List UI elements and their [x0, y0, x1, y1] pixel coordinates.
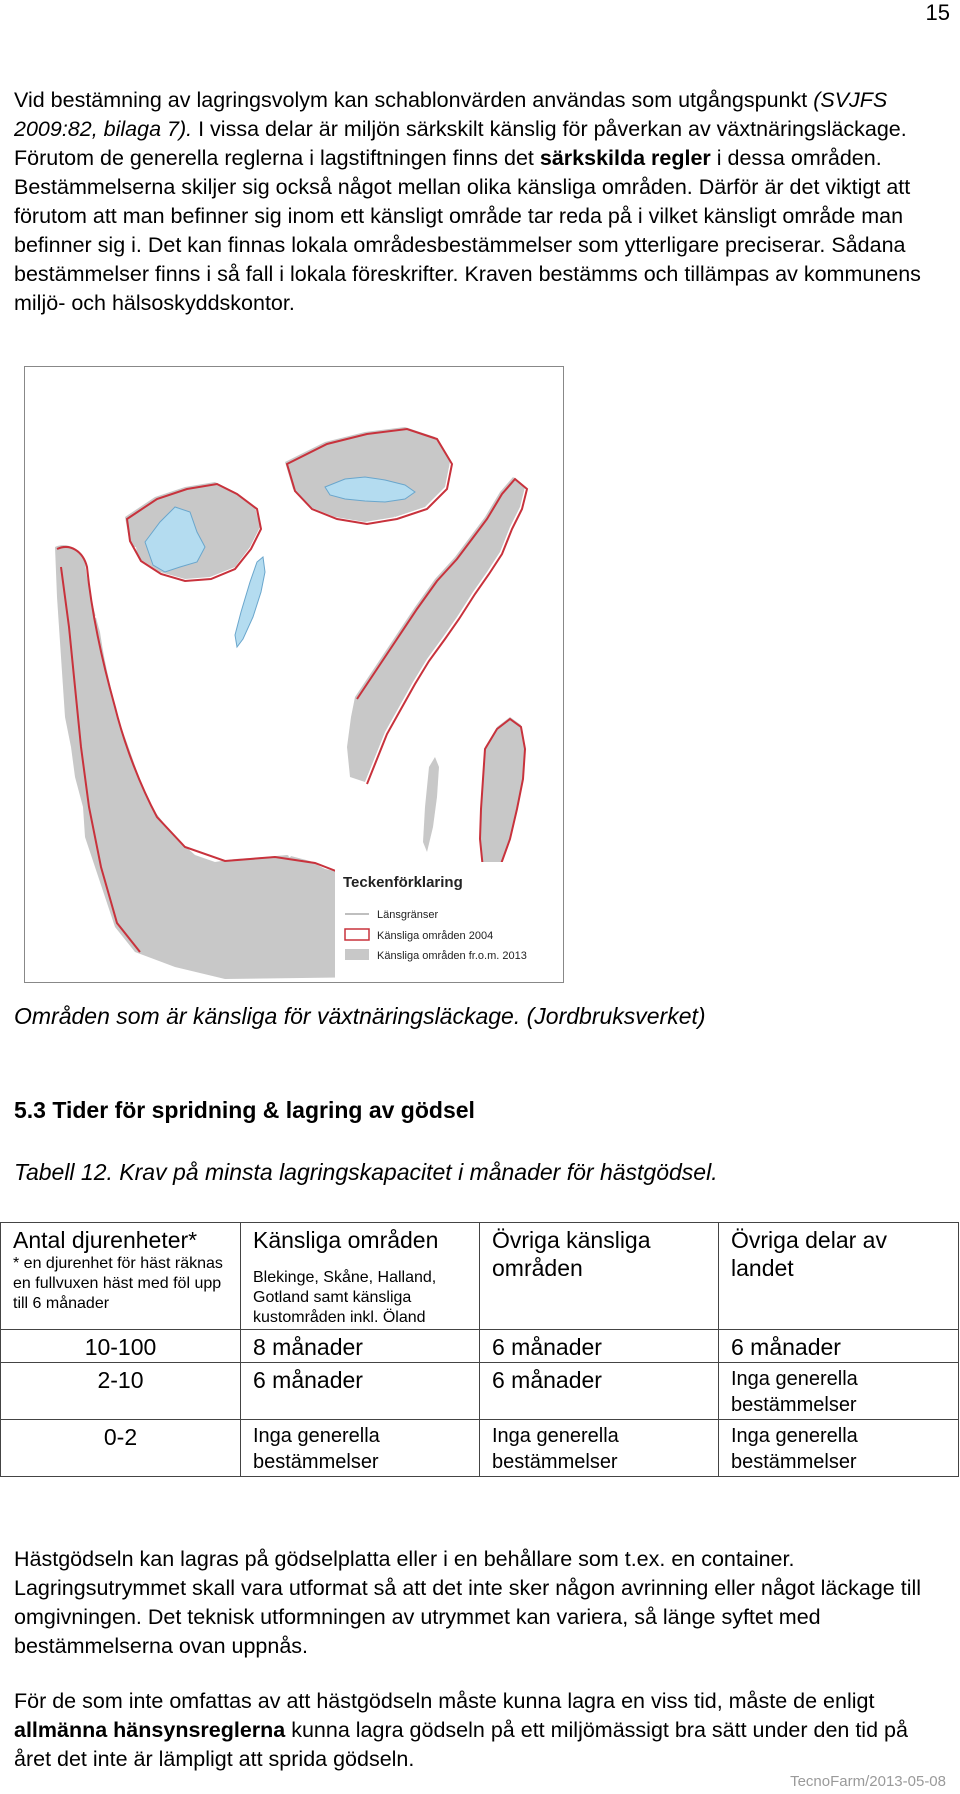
table-cell: Inga generella bestämmelser: [719, 1420, 959, 1477]
legend-item-sensitive-2004: Känsliga områden 2004: [377, 930, 494, 942]
header-animal-units: [1, 1223, 241, 1330]
legend-item-county-borders: Länsgränser: [377, 909, 439, 921]
page-number: 15: [925, 0, 950, 25]
gotland-island: [480, 717, 525, 877]
storage-paragraph: Hästgödseln kan lagras på gödselplatta eller i en behållare som t.ex. en container. Lagringsutrymmet skall vara utformat så att det inte sker någon avrinning eller något läckage till omgivningen. Det teknisk utformningen av utrymmet kan variera, så länge syftet med bestämmelserna ovan uppnås.: [14, 1547, 922, 1658]
header-sensitive-areas-note: Blekinge, Skåne, Halland, Gotland samt känsliga kustområden inkl. Öland: [253, 1269, 437, 1326]
general-rules-text-1: För de som inte omfattas av att hästgödseln måste kunna lagra en viss tid, måste de enligt: [14, 1689, 875, 1713]
oland-island: [423, 757, 439, 852]
storage-requirements-table: [0, 1222, 959, 1477]
header-sensitive-areas: [241, 1223, 480, 1330]
map-graphic: [25, 367, 563, 982]
table-cell: 2-10: [1, 1363, 241, 1420]
legend-title: Teckenförklaring: [343, 874, 463, 891]
table-cell: Inga generella bestämmelser: [719, 1363, 959, 1420]
table-cell: 6 månader: [719, 1330, 959, 1363]
header-animal-units-label: Antal djurenheter*: [13, 1227, 198, 1253]
footer-stamp: TecnoFarm/2013-05-08: [790, 1773, 946, 1790]
table-cell: 6 månader: [241, 1363, 480, 1420]
intro-reference: (SVJFS 2009:82, bilaga 7).: [14, 88, 888, 141]
general-rules-bold-term: allmänna hänsynsreglerna: [14, 1718, 286, 1742]
table-header-row: [1, 1223, 959, 1330]
table-cell: Inga generella bestämmelser: [241, 1420, 480, 1477]
general-rules-paragraph: [14, 1687, 946, 1774]
table-caption: Tabell 12. Krav på minsta lagringskapacitet i månader för hästgödsel.: [14, 1159, 718, 1185]
header-rest-of-country: Övriga delar av landet: [719, 1223, 959, 1330]
lake-vattern: [235, 557, 265, 647]
general-rules-text-2: kunna lagra gödseln på ett miljömässigt bra sätt under den tid på året det inte är lämpligt att sprida gödseln.: [14, 1718, 908, 1771]
table-cell: 6 månader: [480, 1363, 719, 1420]
legend-item-sensitive-2013: Känsliga områden fr.o.m. 2013: [377, 950, 527, 962]
table-row: [1, 1330, 959, 1363]
table-cell: Inga generella bestämmelser: [480, 1420, 719, 1477]
intro-text-1: Vid bestämning av lagringsvolym kan schablonvärden användas som utgångspunkt: [14, 88, 814, 112]
table-row: [1, 1363, 959, 1420]
section-heading: 5.3 Tider för spridning & lagring av gödsel: [14, 1097, 475, 1123]
header-sensitive-areas-label: Känsliga områden: [253, 1227, 439, 1253]
table-row: [1, 1420, 959, 1477]
intro-text-2: I vissa delar är miljön särkskilt känslig för påverkan av växtnäringsläckage. Förutom de generella reglerna i lagstiftningen finns det: [14, 117, 907, 170]
sensitive-areas-map: [24, 366, 564, 983]
table-cell: 10-100: [1, 1330, 241, 1363]
table-cell: 8 månader: [241, 1330, 480, 1363]
intro-bold-term: särkskilda regler: [539, 146, 711, 170]
map-legend: [335, 862, 560, 980]
header-animal-units-note: * en djurenhet för häst räknas en fullvuxen häst med föl upp till 6 månader: [13, 1255, 223, 1312]
table-cell: 0-2: [1, 1420, 241, 1477]
header-other-sensitive: Övriga känsliga områden: [480, 1223, 719, 1330]
table-cell: 6 månader: [480, 1330, 719, 1363]
map-caption: Områden som är känsliga för växtnäringsläckage. (Jordbruksverket): [14, 1003, 706, 1029]
intro-text-3: i dessa områden. Bestämmelserna skiljer sig också något mellan olika känsliga områden. Därför är det viktigt att förutom att man befinner sig inom ett känsligt område tar reda på i vilket känsligt område man befinner sig i. Det kan finnas lokala områdesbestämmelser som ytterligare preciserar. Sådana bestämmelser finns i så fall i lokala föreskrifter. Kraven bestämms och tillämpas av kommunens miljö- och hälsoskyddskontor.: [14, 146, 921, 315]
intro-paragraph: [14, 86, 946, 318]
